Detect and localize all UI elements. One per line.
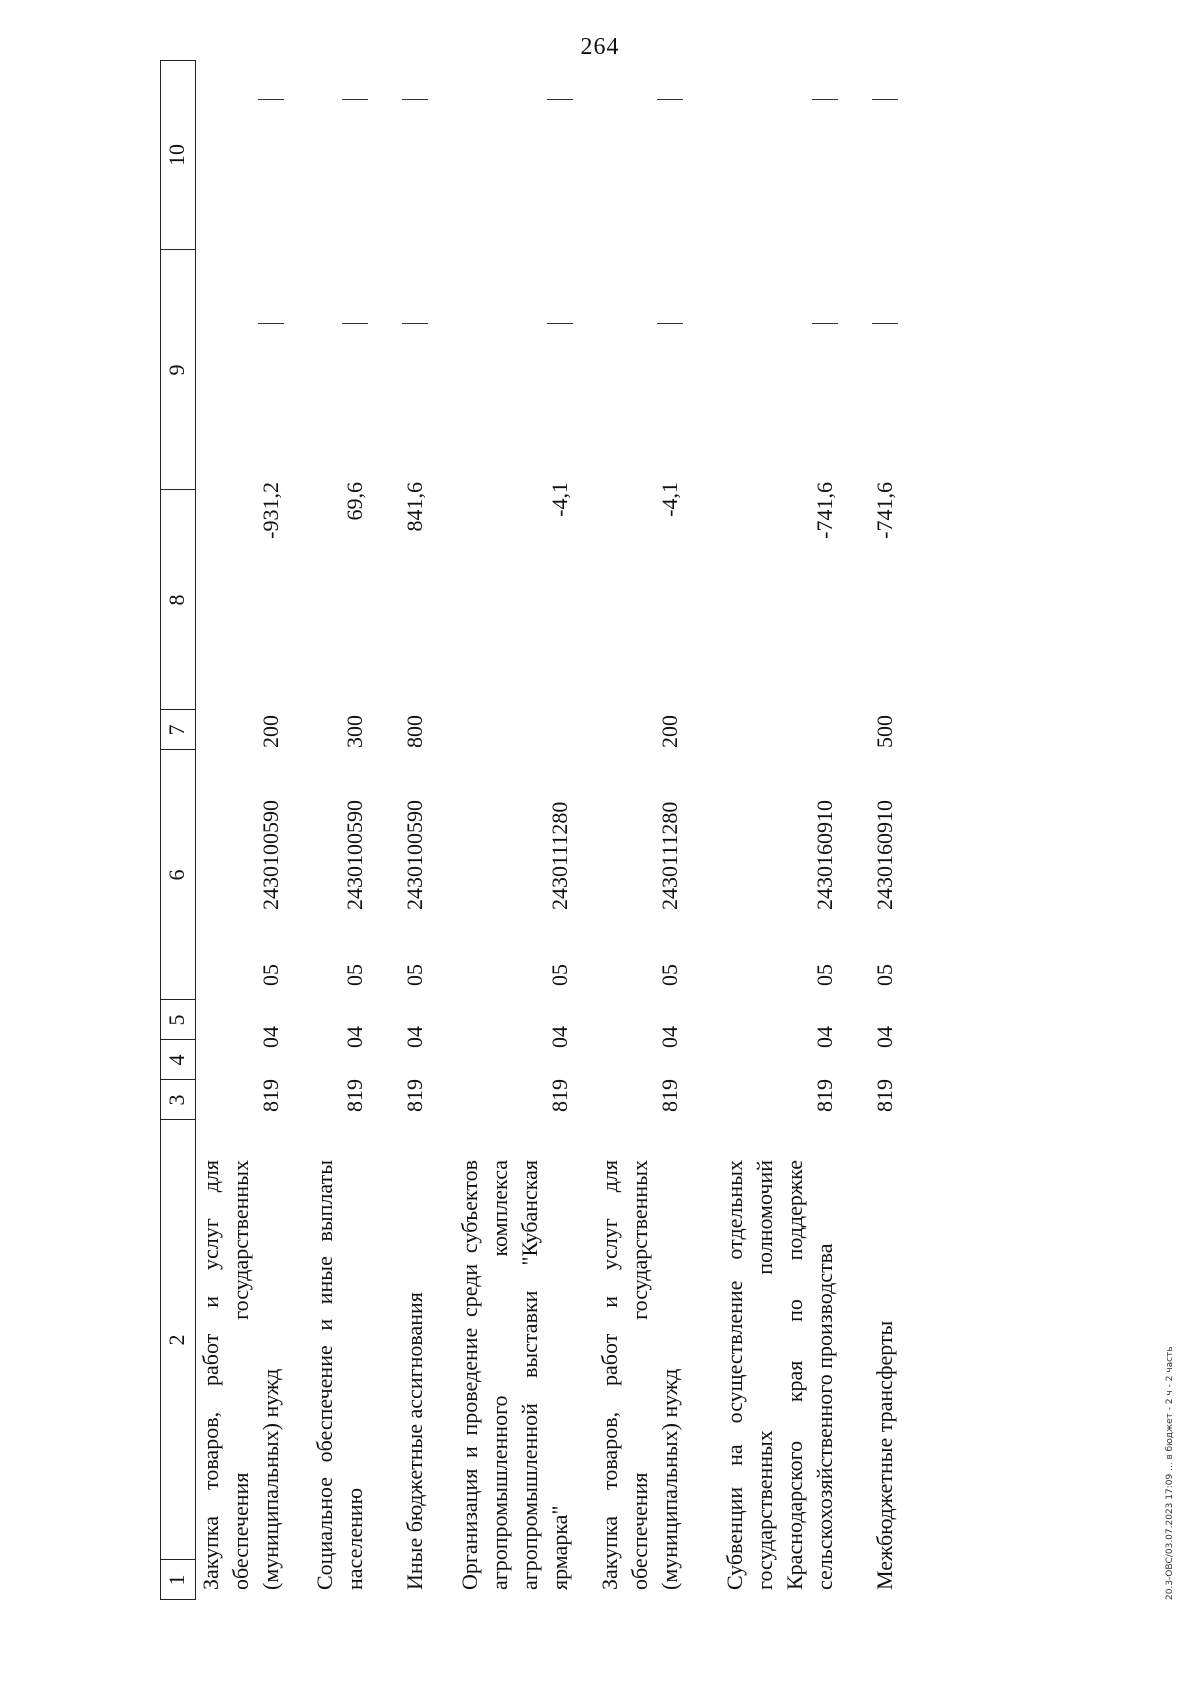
cell-col-4: 04 [657, 1026, 682, 1048]
cell-col-5: 05 [342, 964, 367, 986]
header-col-4: 4 [164, 1054, 189, 1066]
cell-col-7: 300 [342, 715, 367, 748]
cell-col-5: 05 [657, 964, 682, 986]
cell-col-6: 2430100590 [402, 800, 427, 910]
cell-col-6: 2430160910 [812, 800, 837, 910]
cell-col-5: 05 [872, 964, 897, 986]
header-col-3: 3 [164, 1094, 189, 1106]
dash-col-9 [872, 323, 898, 324]
dash-col-10 [657, 99, 683, 100]
table-row [720, 60, 850, 1600]
dash-col-10 [812, 99, 838, 100]
cell-col-5: 05 [812, 964, 837, 986]
cell-col-6: 2430160910 [872, 800, 897, 910]
footer-stamp: 20.3-ОВС/03.07.2023 17:09 ... в бюджет - 2 ч - 2 часть [1165, 1346, 1175, 1600]
header-sep [160, 60, 196, 61]
cell-col-3: 819 [657, 1079, 682, 1112]
cell-col-8: -4,1 [547, 482, 572, 517]
table-row [870, 60, 910, 1600]
table-row [196, 60, 296, 1600]
header-col-9: 9 [164, 364, 189, 376]
cell-col-3: 819 [402, 1079, 427, 1112]
cell-col-6: 2430111280 [657, 801, 682, 910]
dash-col-9 [402, 323, 428, 324]
cell-col-7: 200 [258, 715, 283, 748]
cell-col-8: -4,1 [657, 482, 682, 517]
dash-col-10 [402, 99, 428, 100]
row-description: Организация и проведение среди субъектов агропромышленного комплекса агропромышленной выставки "Кубанская ярмарка" [457, 1160, 572, 1590]
cell-col-3: 819 [547, 1079, 572, 1112]
row-description: Субвенции на осуществление отдельных государственных полномочий Краснодарского края по поддержке сельскохозяйственного производства [722, 1160, 837, 1590]
table-row [400, 60, 440, 1600]
cell-col-3: 819 [258, 1079, 283, 1112]
cell-col-8: -741,6 [872, 482, 897, 539]
cell-col-3: 819 [872, 1079, 897, 1112]
cell-col-8: -931,2 [258, 482, 283, 539]
header-col-1: 1 [164, 1574, 189, 1586]
row-description: Иные бюджетные ассигнования [402, 1292, 427, 1590]
dash-col-9 [342, 323, 368, 324]
cell-col-7: 800 [402, 715, 427, 748]
row-description: Закупка товаров, работ и услуг для обеспечения государственных (муниципальных) нужд [198, 1160, 283, 1590]
cell-col-8: 841,6 [402, 482, 427, 532]
dash-col-9 [547, 323, 573, 324]
cell-col-4: 04 [872, 1026, 897, 1048]
dash-col-10 [547, 99, 573, 100]
cell-col-4: 04 [258, 1026, 283, 1048]
dash-col-9 [657, 323, 683, 324]
cell-col-3: 819 [812, 1079, 837, 1112]
cell-col-5: 05 [258, 964, 283, 986]
header-col-5: 5 [164, 1014, 189, 1026]
dash-col-10 [872, 99, 898, 100]
rotated-table [160, 40, 1200, 1600]
header-col-6: 6 [164, 869, 189, 881]
header-col-7: 7 [164, 724, 189, 736]
header-col-10: 10 [164, 144, 189, 166]
cell-col-4: 04 [547, 1026, 572, 1048]
dash-col-10 [258, 99, 284, 100]
cell-col-6: 2430111280 [547, 801, 572, 910]
cell-col-4: 04 [402, 1026, 427, 1048]
dash-col-9 [812, 323, 838, 324]
cell-col-8: -741,6 [812, 482, 837, 539]
row-description: Социальное обеспечение и иные выплаты населению [312, 1160, 367, 1590]
table-header [160, 60, 196, 1600]
cell-col-3: 819 [342, 1079, 367, 1112]
row-description: Межбюджетные трансферты [872, 1320, 897, 1590]
cell-col-4: 04 [812, 1026, 837, 1048]
cell-col-7: 200 [657, 715, 682, 748]
table-row [595, 60, 695, 1600]
table-row [310, 60, 380, 1600]
dash-col-9 [258, 323, 284, 324]
header-col-8: 8 [164, 594, 189, 606]
row-description: Закупка товаров, работ и услуг для обеспечения государственных (муниципальных) нужд [597, 1160, 682, 1590]
header-col-2: 2 [164, 1334, 189, 1346]
cell-col-6: 2430100590 [258, 800, 283, 910]
cell-col-6: 2430100590 [342, 800, 367, 910]
page-number: 264 [580, 34, 620, 60]
dash-col-10 [342, 99, 368, 100]
table-row [455, 60, 580, 1600]
cell-col-5: 05 [402, 964, 427, 986]
cell-col-4: 04 [342, 1026, 367, 1048]
cell-col-7: 500 [872, 715, 897, 748]
cell-col-8: 69,6 [342, 482, 367, 521]
cell-col-5: 05 [547, 964, 572, 986]
